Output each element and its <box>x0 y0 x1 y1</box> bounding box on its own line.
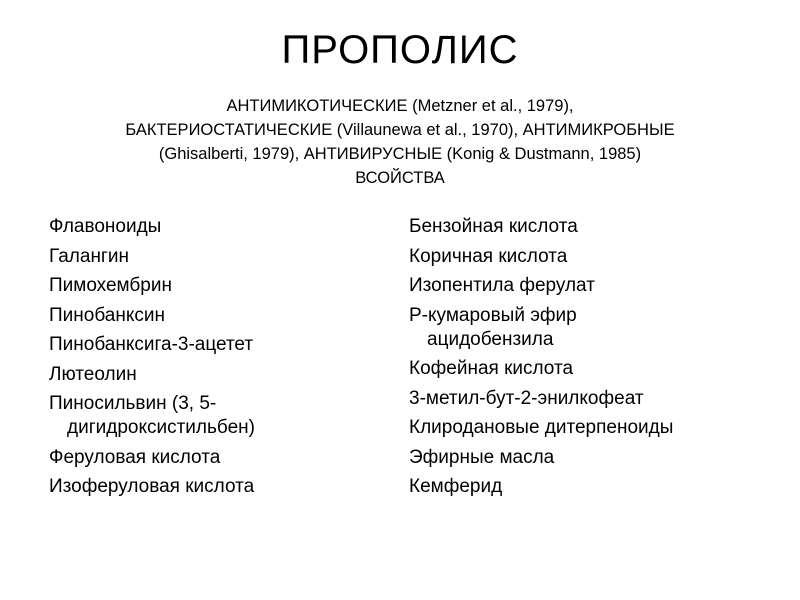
list-item-text: Флавоноиды <box>49 216 162 237</box>
list-item <box>49 245 379 269</box>
list-item <box>49 333 379 357</box>
list-item-continuation: ацидобензила <box>427 328 554 350</box>
list-item-text: Бензойная кислота <box>409 216 578 237</box>
list-item-text: 3-метил-бут-2-энилкофеат <box>409 387 644 409</box>
list-item <box>49 446 379 470</box>
list-item-text: Лютеолин <box>49 363 137 385</box>
subtitle-line: (Ghisalberti, 1979), АНТИВИРУСНЫЕ (Konig & Dustmann, 1985) <box>158 145 642 163</box>
list-item-text: Изоферуловая кислота <box>49 476 255 497</box>
list-item-text: Клиродановые дитерпеноиды <box>409 417 674 438</box>
list-item-text: Пиносильвин (3, 5- <box>49 393 217 414</box>
subtitle-line: АНТИМИКОТИЧЕСКИЕ (Metzner et al., 1979), <box>226 97 574 115</box>
list-item <box>409 245 769 269</box>
right-compound-list <box>409 215 769 505</box>
list-item-text: Пинобанксин <box>49 304 165 326</box>
list-item-text: Кофейная кислота <box>409 358 574 379</box>
list-item-text: Пинобанксига-3-ацетет <box>49 334 254 355</box>
list-item <box>49 392 379 440</box>
list-item-text: Пимохембрин <box>49 275 172 296</box>
list-item-text: Р-кумаровый эфир <box>409 304 577 326</box>
list-item <box>409 387 769 411</box>
list-item <box>49 274 379 298</box>
list-item <box>49 215 379 239</box>
list-item-text: Изопентила ферулат <box>409 275 595 296</box>
list-item <box>409 304 769 352</box>
list-item <box>409 416 769 440</box>
list-item <box>409 446 769 470</box>
list-item-text: Галангин <box>49 245 129 267</box>
slide-title: ПРОПОЛИС <box>281 28 519 72</box>
subtitle-line: БАКТЕРИОСТАТИЧЕСКИЕ (Villaunewa et al., 1970), АНТИМИКРОБНЫЕ <box>125 121 675 139</box>
list-item <box>49 363 379 387</box>
list-item <box>49 304 379 328</box>
list-item-text: Феруловая кислота <box>49 446 221 468</box>
list-item <box>409 357 769 381</box>
list-item <box>409 475 769 499</box>
left-compound-list <box>49 215 379 505</box>
list-item-text: Кемферид <box>409 476 503 497</box>
list-item-continuation: дигидроксистильбен) <box>67 417 255 438</box>
subtitle-line: ВСОЙСТВА <box>355 169 445 187</box>
list-item-text: Эфирные масла <box>409 446 555 468</box>
list-item-text: Коричная кислота <box>409 245 568 267</box>
slide-subtitle <box>60 94 740 190</box>
list-item <box>409 274 769 298</box>
list-item <box>409 215 769 239</box>
list-item <box>49 475 379 499</box>
